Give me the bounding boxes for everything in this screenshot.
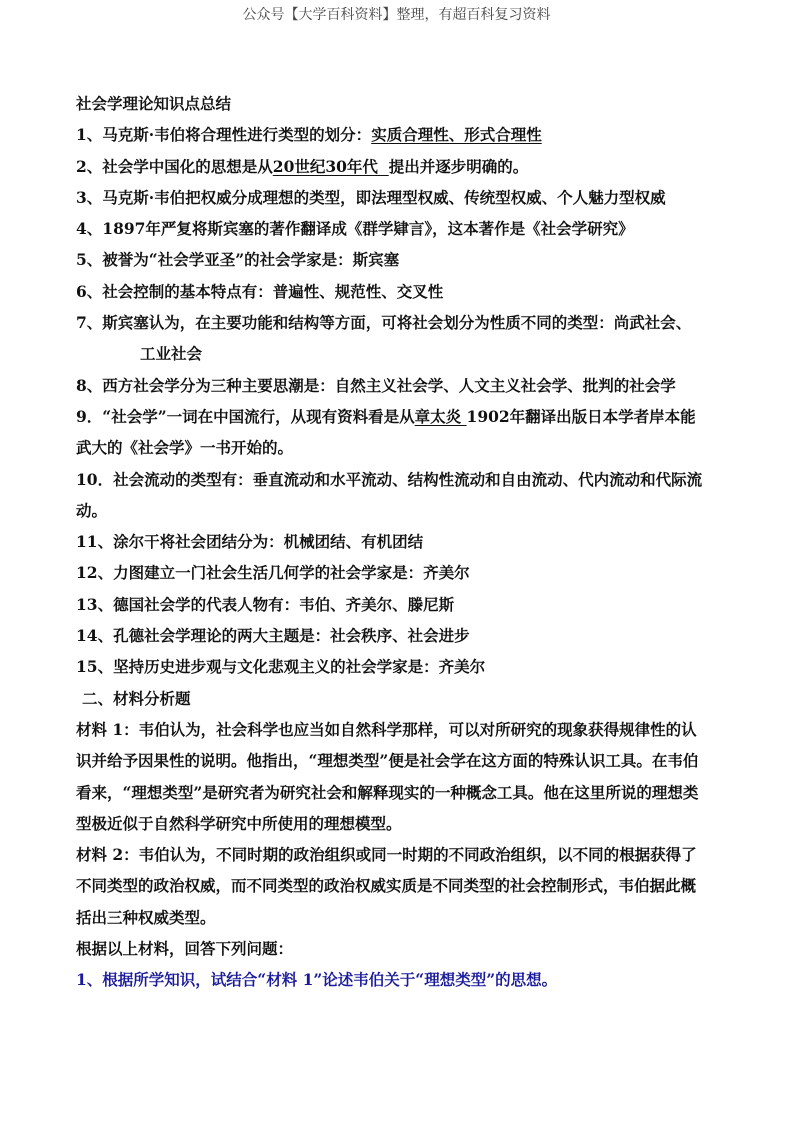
item-text: 1、马克斯·韦伯将合理性进行类型的划分： (76, 125, 372, 145)
material-1-line: 型极近似于自然科学研究中所使用的理想模型。 (76, 813, 402, 833)
item-text: 提出并逐步明确的。 (388, 156, 529, 176)
item-1 (76, 119, 721, 150)
item-10-cont: 动。 (76, 500, 108, 520)
page-header: 公众号【大学百科资料】整理，有超百科复习资料 (242, 7, 551, 23)
item-5: 5、被誉为“社会学亚圣”的社会学家是：斯宾塞 (76, 250, 400, 270)
item-15: 15、坚持历史进步观与文化悲观主义的社会学家是：齐美尔 (76, 657, 486, 677)
question-1: 1、根据所学知识，试结合“材料 1”论述韦伯关于“理想类型”的思想。 (76, 970, 558, 990)
material-2-line: 括出三种权威类型。 (76, 907, 216, 927)
item-answer: 20世纪30年代 (272, 156, 389, 176)
item-8: 8、西方社会学分为三种主要思潮是：自然主义社会学、人文主义社会学、批判的社会学 (76, 375, 676, 395)
item-12: 12、力图建立一门社会生活几何学的社会学家是：齐美尔 (76, 563, 470, 583)
item-11: 11、涂尔干将社会团结分为：机械团结、有机团结 (76, 532, 424, 552)
item-text: 1902年翻译出版日本学者岸本能 (466, 406, 696, 426)
item-4: 4、1897年严复将斯宾塞的著作翻译成《群学肄言》，这本著作是《社会学研究》 (76, 219, 634, 239)
item-2 (76, 151, 721, 182)
item-answer: 实质合理性、形式合理性 (371, 125, 542, 145)
item-answer: 章太炎 (414, 406, 467, 426)
item-9 (76, 401, 721, 432)
item-text: 2、社会学中国化的思想是从 (76, 156, 273, 176)
item-13: 13、德国社会学的代表人物有：韦伯、齐美尔、滕尼斯 (76, 594, 455, 614)
question-prompt: 根据以上材料，回答下列问题： (76, 939, 294, 959)
item-6: 6、社会控制的基本特点有：普遍性、规范性、交叉性 (76, 281, 444, 301)
doc-title: 社会学理论知识点总结 (76, 94, 232, 113)
item-14: 14、孔德社会学理论的两大主题是：社会秩序、社会进步 (76, 626, 470, 646)
item-9-cont: 武大的《社会学》一书开始的。 (76, 438, 294, 458)
item-10: 10．社会流动的类型有：垂直流动和水平流动、结构性流动和自由流动、代内流动和代际流 (76, 469, 703, 489)
material-1-line: 材料 1：韦伯认为，社会科学也应当如自然科学那样，可以对所研究的现象获得规律性的认 (76, 719, 697, 739)
material-2-line: 不同类型的政治权威，而不同类型的政治权威实质是不同类型的社会控制形式，韦伯据此概 (76, 876, 697, 896)
document-body (76, 88, 721, 996)
item-7-cont: 工业社会 (140, 344, 203, 364)
item-text: 9．“社会学”一词在中国流行，从现有资料看是从 (76, 406, 415, 426)
material-1-line: 看来，“理想类型”是研究者为研究社会和解释现实的一种概念工具。他在这里所说的理想类 (76, 782, 699, 802)
material-1-line: 识并给予因果性的说明。他指出，“理想类型”便是社会学在这方面的特殊认识工具。在韦伯 (76, 751, 699, 771)
item-7: 7、斯宾塞认为，在主要功能和结构等方面，可将社会划分为性质不同的类型：尚武社会、 (76, 313, 692, 333)
item-3: 3、马克斯·韦伯把权威分成理想的类型，即法理型权威、传统型权威、个人魅力型权威 (76, 187, 666, 207)
material-2-line: 材料 2：韦伯认为，不同时期的政治组织或同一时期的不同政治组织，以不同的根据获得了 (76, 845, 697, 865)
section-heading: 二、材料分析题 (82, 688, 191, 708)
